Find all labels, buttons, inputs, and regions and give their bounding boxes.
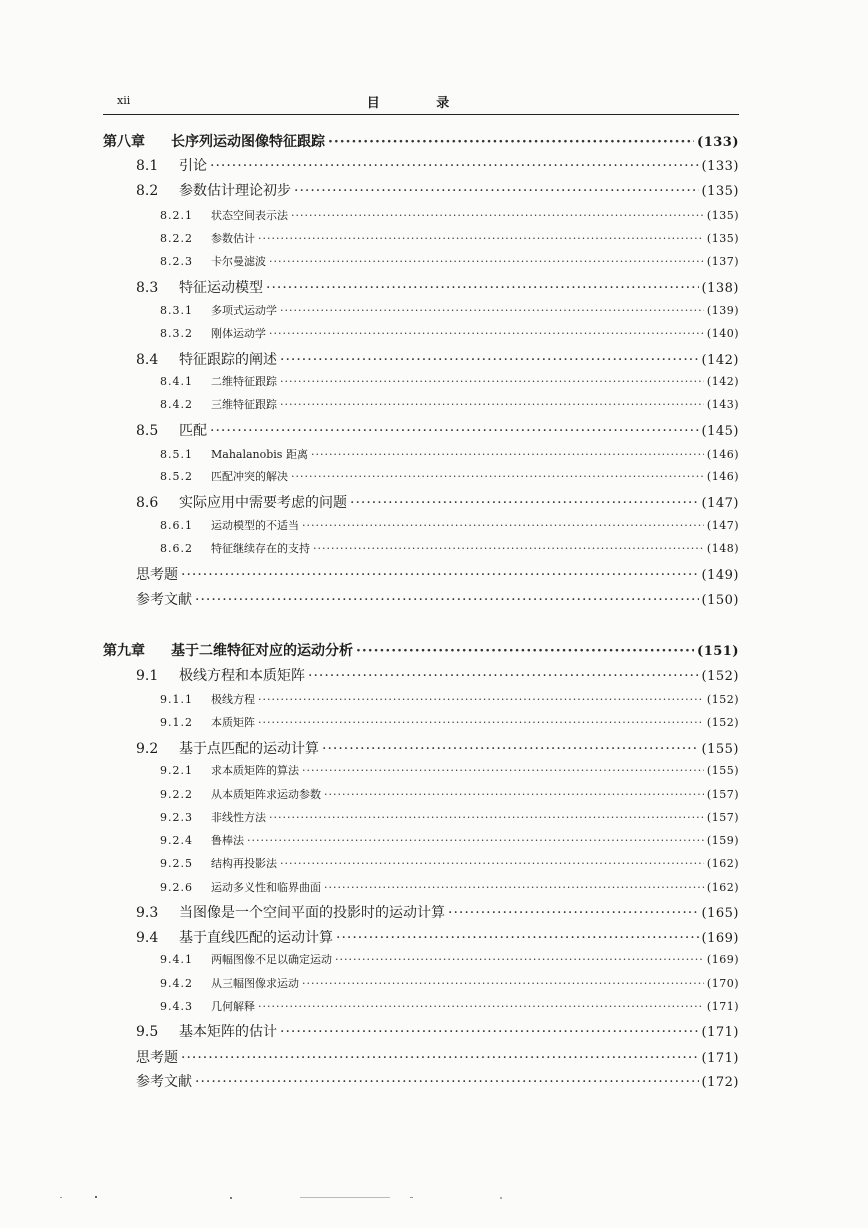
misc-entry — [136, 564, 739, 584]
entry-title: 思考题 — [136, 567, 178, 583]
entry-page-number: (162) — [706, 881, 739, 894]
entry-number: 8.2.2 — [160, 232, 193, 245]
entry-number: 9.3 — [136, 905, 159, 921]
entry-number: 9.4.1 — [160, 953, 193, 966]
entry-page-number: (157) — [706, 788, 739, 801]
entry-title: 极线方程和本质矩阵 — [179, 668, 305, 684]
entry-title: 本质矩阵 — [211, 716, 255, 729]
entry-page-number: (135) — [706, 209, 739, 222]
scan-specks — [60, 1196, 520, 1200]
entry-number: 8.6.2 — [160, 542, 193, 555]
dot-leader — [280, 857, 704, 870]
misc-entry — [136, 589, 739, 609]
entry-title: 当图像是一个空间平面的投影时的运动计算 — [179, 905, 445, 921]
entry-title: 非线性方法 — [211, 811, 266, 824]
dot-leader — [302, 764, 704, 777]
section-entry — [136, 927, 739, 947]
entry-page-number: (171) — [701, 1025, 739, 1040]
entry-title: 从本质矩阵求运动参数 — [211, 788, 321, 801]
entry-number: 8.4.2 — [160, 398, 193, 411]
entry-number: 8.4 — [136, 352, 159, 368]
entry-number: 9.5 — [136, 1024, 159, 1040]
section-entry — [136, 277, 739, 297]
section-entry — [136, 420, 739, 440]
subsection-entry — [160, 325, 739, 341]
entry-page-number: (170) — [706, 977, 739, 990]
entry-number: 8.2.1 — [160, 209, 193, 222]
dot-leader — [322, 741, 699, 757]
subsection-entry — [160, 951, 739, 967]
entry-title: 运动模型的不适当 — [211, 519, 299, 532]
dot-leader — [324, 881, 704, 894]
dot-leader — [210, 423, 699, 439]
entry-title: 实际应用中需要考虑的问题 — [179, 495, 347, 511]
subsection-entry — [160, 855, 739, 871]
entry-page-number: (145) — [701, 424, 739, 439]
entry-number: 第八章 — [103, 134, 145, 150]
entry-number: 9.2.2 — [160, 788, 193, 801]
entry-title: 极线方程 — [211, 693, 255, 706]
section-entry — [136, 902, 739, 922]
entry-page-number: (172) — [701, 1075, 739, 1090]
dot-leader — [195, 1074, 699, 1090]
entry-page-number: (133) — [701, 159, 739, 174]
subsection-entry — [160, 832, 739, 848]
entry-title: 从三幅图像求运动 — [211, 977, 299, 990]
entry-title: 二维特征跟踪 — [211, 375, 277, 388]
chapter-entry — [103, 640, 739, 660]
section-entry — [136, 349, 739, 369]
entry-page-number: (148) — [706, 542, 739, 555]
subsection-entry — [160, 879, 739, 895]
dot-leader — [308, 668, 699, 684]
entry-title: 匹配冲突的解决 — [211, 470, 288, 483]
subsection-entry — [160, 809, 739, 825]
entry-title: 基于直线匹配的运动计算 — [179, 930, 333, 946]
entry-page-number: (137) — [706, 255, 739, 268]
dot-leader — [210, 158, 699, 174]
dot-leader — [328, 134, 694, 150]
entry-page-number: (146) — [706, 470, 739, 483]
dot-leader — [247, 834, 704, 847]
subsection-entry — [160, 998, 739, 1014]
entry-title: 特征跟踪的阐述 — [179, 352, 277, 368]
dot-leader — [269, 327, 704, 340]
dot-leader — [280, 304, 704, 317]
subsection-entry — [160, 230, 739, 246]
entry-title: 参数估计 — [211, 232, 255, 245]
entry-number: 8.1 — [136, 158, 159, 174]
entry-page-number: (147) — [701, 496, 739, 511]
entry-number: 9.2.3 — [160, 811, 193, 824]
dot-leader — [280, 375, 704, 388]
entry-number: 8.2 — [136, 183, 159, 199]
entry-title: 引论 — [179, 158, 207, 174]
page-header — [103, 94, 739, 115]
entry-number: 9.2.4 — [160, 834, 193, 847]
entry-title: 参考文献 — [136, 592, 192, 608]
entry-title: 结构再投影法 — [211, 857, 277, 870]
entry-number: 9.2.6 — [160, 881, 193, 894]
entry-number: 8.5 — [136, 423, 159, 439]
entry-page-number: (150) — [701, 593, 739, 608]
dot-leader — [313, 542, 704, 555]
entry-page-number: (135) — [706, 232, 739, 245]
entry-page-number: (139) — [706, 304, 739, 317]
entry-number: 8.6.1 — [160, 519, 193, 532]
dot-leader — [280, 352, 699, 368]
entry-page-number: (147) — [706, 519, 739, 532]
entry-title: 特征继续存在的支持 — [211, 542, 310, 555]
entry-number: 8.5.2 — [160, 470, 193, 483]
dot-leader — [181, 567, 699, 583]
entry-number: 8.2.3 — [160, 255, 193, 268]
entry-page-number: (157) — [706, 811, 739, 824]
entry-number: 8.3.1 — [160, 304, 193, 317]
dot-leader — [280, 1024, 699, 1040]
dot-leader — [269, 811, 704, 824]
section-entry — [136, 1021, 739, 1041]
entry-page-number: (151) — [697, 644, 739, 659]
dot-leader — [181, 1050, 699, 1066]
subsection-entry — [160, 207, 739, 223]
entry-title: 参考文献 — [136, 1074, 192, 1090]
entry-title: 思考题 — [136, 1050, 178, 1066]
entry-number: 第九章 — [103, 643, 145, 659]
entry-number: 9.1.2 — [160, 716, 193, 729]
section-entry — [136, 492, 739, 512]
section-entry — [136, 180, 739, 200]
entry-title: 状态空间表示法 — [211, 209, 288, 222]
entry-page-number: (149) — [701, 568, 739, 583]
page-number: xii — [117, 94, 131, 107]
entry-page-number: (162) — [706, 857, 739, 870]
entry-title: 运动多义性和临界曲面 — [211, 881, 321, 894]
entry-page-number: (155) — [706, 764, 739, 777]
dot-leader — [448, 905, 699, 921]
entry-page-number: (152) — [706, 716, 739, 729]
entry-title: 两幅图像不足以确定运动 — [211, 953, 332, 966]
entry-title: 基本矩阵的估计 — [179, 1024, 277, 1040]
entry-title: 卡尔曼滤波 — [211, 255, 266, 268]
section-entry — [136, 665, 739, 685]
entry-title: 长序列运动图像特征跟踪 — [171, 134, 325, 150]
entry-number: 8.3.2 — [160, 327, 193, 340]
dot-leader — [311, 448, 704, 461]
entry-title: 几何解释 — [211, 1000, 255, 1013]
dot-leader — [302, 519, 704, 532]
entry-page-number: (152) — [701, 669, 739, 684]
dot-leader — [291, 209, 704, 222]
dot-leader — [258, 1000, 704, 1013]
entry-number: 8.5.1 — [160, 448, 193, 461]
subsection-entry — [160, 253, 739, 269]
chapter-entry — [103, 131, 739, 151]
subsection-entry — [160, 302, 739, 318]
entry-number: 9.4.3 — [160, 1000, 193, 1013]
entry-number: 8.6 — [136, 495, 159, 511]
entry-page-number: (138) — [701, 281, 739, 296]
section-entry — [136, 155, 739, 175]
entry-page-number: (140) — [706, 327, 739, 340]
dot-leader — [269, 255, 704, 268]
subsection-entry — [160, 446, 739, 462]
entry-page-number: (171) — [706, 1000, 739, 1013]
entry-title: 匹配 — [179, 423, 207, 439]
dot-leader — [258, 693, 704, 706]
subsection-entry — [160, 396, 739, 412]
entry-number: 9.1 — [136, 668, 159, 684]
entry-page-number: (169) — [701, 931, 739, 946]
entry-page-number: (165) — [701, 906, 739, 921]
entry-number: 9.2.5 — [160, 857, 193, 870]
dot-leader — [324, 788, 704, 801]
dot-leader — [356, 643, 694, 659]
misc-entry — [136, 1047, 739, 1067]
entry-page-number: (171) — [701, 1051, 739, 1066]
entry-number: 9.2.1 — [160, 764, 193, 777]
misc-entry — [136, 1071, 739, 1091]
entry-page-number: (152) — [706, 693, 739, 706]
entry-number: 8.4.1 — [160, 375, 193, 388]
subsection-entry — [160, 540, 739, 556]
subsection-entry — [160, 517, 739, 533]
dot-leader — [280, 398, 704, 411]
dot-leader — [294, 183, 699, 199]
dot-leader — [291, 470, 704, 483]
entry-page-number: (133) — [697, 135, 739, 150]
subsection-entry — [160, 373, 739, 389]
dot-leader — [336, 930, 699, 946]
subsection-entry — [160, 691, 739, 707]
entry-number: 9.1.1 — [160, 693, 193, 706]
dot-leader — [335, 953, 704, 966]
dot-leader — [258, 232, 704, 245]
entry-page-number: (159) — [706, 834, 739, 847]
dot-leader — [302, 977, 704, 990]
entry-page-number: (142) — [706, 375, 739, 388]
entry-number: 9.4 — [136, 930, 159, 946]
entry-title: 基于点匹配的运动计算 — [179, 741, 319, 757]
entry-title: Mahalanobis 距离 — [211, 448, 308, 461]
entry-page-number: (142) — [701, 353, 739, 368]
entry-title: 刚体运动学 — [211, 327, 266, 340]
entry-page-number: (146) — [706, 448, 739, 461]
entry-title: 参数估计理论初步 — [179, 183, 291, 199]
subsection-entry — [160, 468, 739, 484]
entry-title: 鲁棒法 — [211, 834, 244, 847]
entry-page-number: (155) — [701, 742, 739, 757]
entry-title: 特征运动模型 — [179, 280, 263, 296]
entry-number: 9.4.2 — [160, 977, 193, 990]
subsection-entry — [160, 714, 739, 730]
entry-number: 9.2 — [136, 741, 159, 757]
entry-page-number: (169) — [706, 953, 739, 966]
dot-leader — [350, 495, 699, 511]
subsection-entry — [160, 762, 739, 778]
dot-leader — [266, 280, 699, 296]
section-entry — [136, 738, 739, 758]
subsection-entry — [160, 975, 739, 991]
dot-leader — [195, 592, 699, 608]
entry-page-number: (143) — [706, 398, 739, 411]
page-title: 目 录 — [366, 96, 476, 111]
subsection-entry — [160, 786, 739, 802]
entry-title: 求本质矩阵的算法 — [211, 764, 299, 777]
entry-title: 多项式运动学 — [211, 304, 277, 317]
entry-title: 三维特征跟踪 — [211, 398, 277, 411]
entry-title: 基于二维特征对应的运动分析 — [171, 643, 353, 659]
dot-leader — [258, 716, 704, 729]
entry-number: 8.3 — [136, 280, 159, 296]
entry-page-number: (135) — [701, 184, 739, 199]
